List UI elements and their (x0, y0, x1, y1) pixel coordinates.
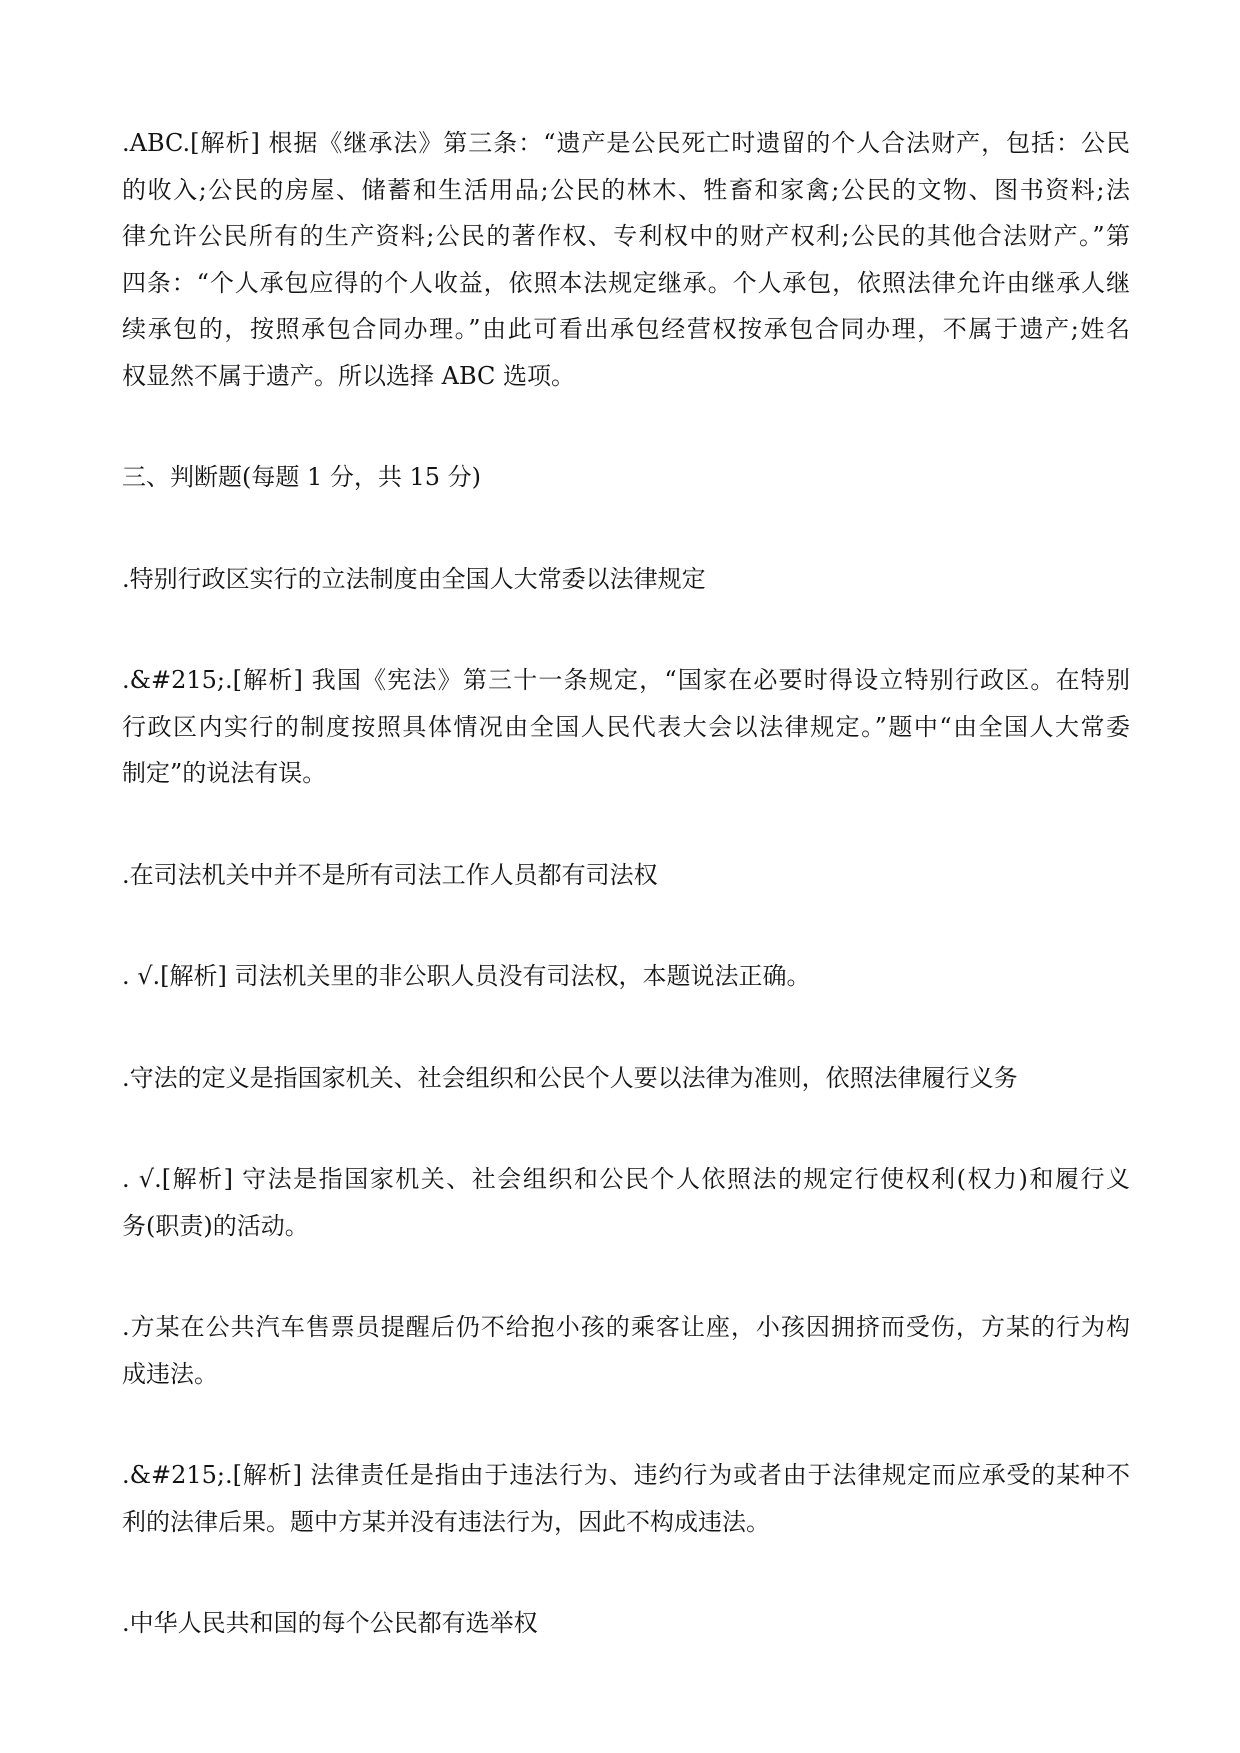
question-statement (122, 852, 1130, 899)
answer-explanation (122, 657, 1130, 797)
text-line: 利的法律后果。题中方某并没有违法行为，因此不构成违法。 (122, 1507, 770, 1536)
text-line: 权显然不属于遗产。所以选择 ABC 选项。 (122, 361, 576, 390)
answer-explanation (122, 953, 1130, 1000)
text-line: 成违法。 (122, 1359, 218, 1388)
answer-explanation (122, 120, 1130, 399)
text-line: 务(职责)的活动。 (122, 1211, 309, 1240)
text-line: . √.[解析] 守法是指国家机关、社会组织和公民个人依照法的规定行使权利(权力)和履行义 (122, 1165, 1130, 1193)
section-heading (122, 454, 1130, 501)
text-line: .&#215;.[解析] 我国《宪法》第三十一条规定，“国家在必要时得设立特别行政区。在特别 (122, 666, 1130, 694)
text-line: 的收入;公民的房屋、储蓄和生活用品;公民的林木、牲畜和家禽;公民的文物、图书资料;法 (122, 175, 1130, 204)
text-line: 续承包的，按照承包合同办理。”由此可看出承包经营权按承包合同办理，不属于遗产;姓名 (122, 315, 1130, 343)
question-statement (122, 1304, 1130, 1397)
answer-explanation (122, 1452, 1130, 1545)
text-line: 律允许公民所有的生产资料;公民的著作权、专利权中的财产权利;公民的其他合法财产。”第 (122, 222, 1130, 250)
question-statement (122, 1600, 1130, 1647)
text-line: .方某在公共汽车售票员提醒后仍不给抱小孩的乘客让座，小孩因拥挤而受伤，方某的行为构 (122, 1313, 1130, 1341)
text-line: .特别行政区实行的立法制度由全国人大常委以法律规定 (122, 564, 706, 593)
document-page (122, 120, 1130, 1647)
text-line: 四条：“个人承包应得的个人收益，依照本法规定继承。个人承包，依照法律允许由继承人继 (122, 268, 1130, 297)
heading-text: 三、判断题(每题 1 分，共 15 分) (122, 463, 482, 491)
text-line: .中华人民共和国的每个公民都有选举权 (122, 1609, 538, 1637)
text-line: .ABC.[解析] 根据《继承法》第三条：“遗产是公民死亡时遗留的个人合法财产，包括：公民 (122, 129, 1130, 157)
text-line: .在司法机关中并不是所有司法工作人员都有司法权 (122, 860, 658, 889)
text-line: . √.[解析] 司法机关里的非公职人员没有司法权，本题说法正确。 (122, 962, 811, 990)
text-line: .&#215;.[解析] 法律责任是指由于违法行为、违约行为或者由于法律规定而应承受的某种不 (122, 1461, 1130, 1489)
text-line: 制定”的说法有误。 (122, 759, 327, 787)
question-statement (122, 1055, 1130, 1102)
text-line: .守法的定义是指国家机关、社会组织和公民个人要以法律为准则，依照法律履行义务 (122, 1063, 1018, 1092)
text-line: 行政区内实行的制度按照具体情况由全国人民代表大会以法律规定。”题中“由全国人大常委 (122, 712, 1130, 741)
question-statement (122, 556, 1130, 603)
answer-explanation (122, 1156, 1130, 1249)
